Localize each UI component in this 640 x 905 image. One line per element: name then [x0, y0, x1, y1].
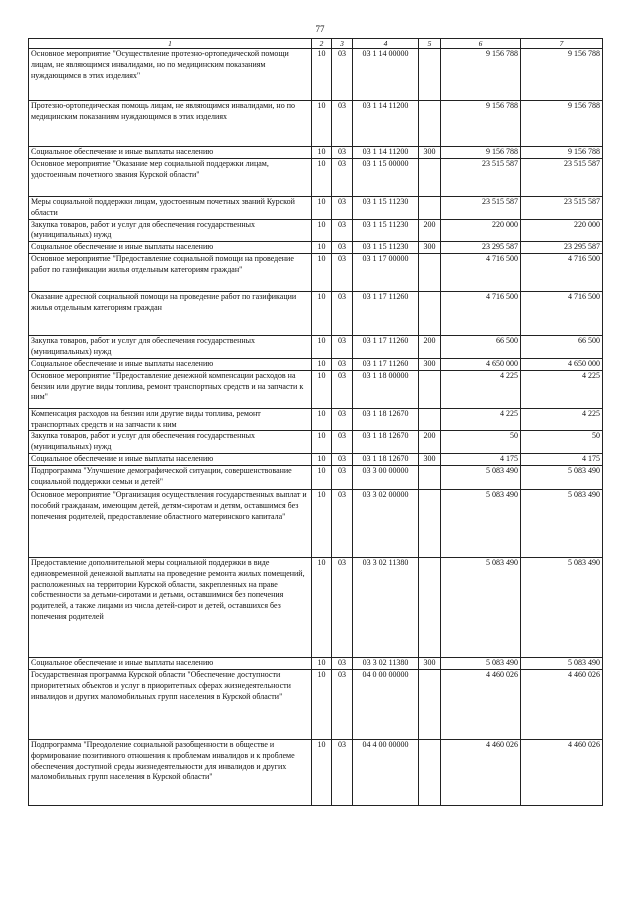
row-expense-type-cell [419, 669, 441, 739]
table-row [29, 292, 603, 336]
row-subsection-cell: 03 [332, 159, 353, 197]
row-expense-type-cell [419, 254, 441, 292]
row-expense-type-cell [419, 465, 441, 489]
row-name-cell: Закупка товаров, работ и услуг для обеспечения государственных (муниципальных) нужд [29, 219, 312, 242]
row-sum-year-2-cell: 23 515 587 [521, 159, 603, 197]
row-name-cell: Меры социальной поддержки лицам, удостоенным почетных званий Курской области [29, 197, 312, 220]
table-row [29, 219, 603, 242]
row-target-article-cell: 04 0 00 00000 [353, 669, 419, 739]
row-section-cell: 10 [312, 657, 332, 669]
row-sum-year-2-cell: 23 295 587 [521, 242, 603, 254]
table-row [29, 147, 603, 159]
row-target-article-cell: 03 1 15 11230 [353, 242, 419, 254]
table-row [29, 159, 603, 197]
row-expense-type-cell [419, 408, 441, 431]
row-expense-type-cell [419, 292, 441, 336]
row-name-cell: Закупка товаров, работ и услуг для обеспечения государственных (муниципальных) нужд [29, 431, 312, 454]
row-section-cell: 10 [312, 101, 332, 147]
row-expense-type-cell: 300 [419, 657, 441, 669]
row-sum-year-2-cell: 4 460 026 [521, 669, 603, 739]
row-name-cell: Закупка товаров, работ и услуг для обеспечения государственных (муниципальных) нужд [29, 336, 312, 359]
col-header-expense-type: 5 [419, 39, 441, 49]
row-name-cell: Социальное обеспечение и иные выплаты населению [29, 453, 312, 465]
row-sum-year-1-cell: 5 083 490 [441, 557, 521, 657]
row-target-article-cell: 03 1 17 11260 [353, 358, 419, 370]
row-subsection-cell: 03 [332, 219, 353, 242]
row-section-cell: 10 [312, 465, 332, 489]
table-row [29, 557, 603, 657]
row-subsection-cell: 03 [332, 101, 353, 147]
row-subsection-cell: 03 [332, 292, 353, 336]
row-target-article-cell: 03 1 17 11260 [353, 292, 419, 336]
row-expense-type-cell [419, 489, 441, 557]
row-sum-year-1-cell: 5 083 490 [441, 657, 521, 669]
row-sum-year-1-cell: 4 225 [441, 370, 521, 408]
row-target-article-cell: 03 1 18 12670 [353, 431, 419, 454]
col-header-name: 1 [29, 39, 312, 49]
row-target-article-cell: 03 3 00 00000 [353, 465, 419, 489]
row-sum-year-1-cell: 66 500 [441, 336, 521, 359]
row-target-article-cell: 03 3 02 11380 [353, 657, 419, 669]
row-name-cell: Подпрограмма "Улучшение демографической ситуации, совершенствование социальной поддержки семьи и детей" [29, 465, 312, 489]
row-section-cell: 10 [312, 147, 332, 159]
row-sum-year-2-cell: 5 083 490 [521, 465, 603, 489]
row-target-article-cell: 03 1 14 11200 [353, 147, 419, 159]
row-section-cell: 10 [312, 242, 332, 254]
row-name-cell: Основное мероприятие "Предоставление социальной помощи на проведение работ по газификации жилья отдельным категориям граждан" [29, 254, 312, 292]
row-subsection-cell: 03 [332, 669, 353, 739]
row-expense-type-cell: 300 [419, 147, 441, 159]
row-sum-year-2-cell: 9 156 788 [521, 49, 603, 101]
row-sum-year-1-cell: 4 650 000 [441, 358, 521, 370]
table-row [29, 657, 603, 669]
row-expense-type-cell [419, 557, 441, 657]
row-section-cell: 10 [312, 254, 332, 292]
row-sum-year-1-cell: 23 515 587 [441, 197, 521, 220]
row-sum-year-2-cell: 5 083 490 [521, 489, 603, 557]
row-subsection-cell: 03 [332, 739, 353, 805]
table-row [29, 431, 603, 454]
row-section-cell: 10 [312, 489, 332, 557]
col-header-sum-year-1: 6 [441, 39, 521, 49]
row-sum-year-2-cell: 50 [521, 431, 603, 454]
row-sum-year-2-cell: 5 083 490 [521, 557, 603, 657]
table-row [29, 358, 603, 370]
row-target-article-cell: 04 4 00 00000 [353, 739, 419, 805]
row-section-cell: 10 [312, 669, 332, 739]
row-section-cell: 10 [312, 431, 332, 454]
table-row [29, 197, 603, 220]
row-sum-year-1-cell: 9 156 788 [441, 49, 521, 101]
row-section-cell: 10 [312, 739, 332, 805]
row-subsection-cell: 03 [332, 358, 353, 370]
table-row [29, 242, 603, 254]
row-name-cell: Подпрограмма "Преодоление социальной разобщенности в обществе и формирование позитивного отношения к проблемам инвалидов и к проблеме обеспечения доступной среды жизнедеятельности для инвалидов и других маломобильных групп населения в Курской области" [29, 739, 312, 805]
row-name-cell: Основное мероприятие "Осуществление протезно-ортопедической помощи лицам, не являющимся инвалидами, но по медицинским показаниям нуждающимся в этих изделиях" [29, 49, 312, 101]
row-expense-type-cell: 200 [419, 431, 441, 454]
row-sum-year-2-cell: 9 156 788 [521, 147, 603, 159]
row-expense-type-cell: 300 [419, 242, 441, 254]
row-expense-type-cell: 200 [419, 219, 441, 242]
row-sum-year-1-cell: 23 515 587 [441, 159, 521, 197]
row-name-cell: Предоставление дополнительной меры социальной поддержки в виде единовременной денежной выплаты на проведение ремонта жилых помещений, расположенных на территории Курской области, закрепленных на праве собственности за детьми-сиротами и детьми, оставшимися без попечения родителей, а также лицами из числа детей-сирот и детей, оставшихся без попечения родителей [29, 557, 312, 657]
row-name-cell: Социальное обеспечение и иные выплаты населению [29, 147, 312, 159]
row-sum-year-1-cell: 5 083 490 [441, 489, 521, 557]
row-name-cell: Оказание адресной социальной помощи на проведение работ по газификации жилья отдельным категориям граждан [29, 292, 312, 336]
row-sum-year-1-cell: 50 [441, 431, 521, 454]
row-expense-type-cell [419, 370, 441, 408]
row-section-cell: 10 [312, 370, 332, 408]
row-subsection-cell: 03 [332, 465, 353, 489]
row-name-cell: Основное мероприятие "Организация осуществления государственных выплат и пособий гражданам, имеющим детей, детям-сиротам и детям, оставшимся без попечения родителей, предоставление областного материнского капитала" [29, 489, 312, 557]
row-name-cell: Протезно-ортопедическая помощь лицам, не являющимся инвалидами, но по медицинским показаниям нуждающимся в этих изделиях [29, 101, 312, 147]
row-sum-year-2-cell: 4 716 500 [521, 292, 603, 336]
row-section-cell: 10 [312, 197, 332, 220]
row-sum-year-2-cell: 66 500 [521, 336, 603, 359]
budget-table [28, 38, 603, 806]
col-header-subsection: 3 [332, 39, 353, 49]
row-subsection-cell: 03 [332, 197, 353, 220]
row-sum-year-2-cell: 5 083 490 [521, 657, 603, 669]
row-sum-year-2-cell: 9 156 788 [521, 101, 603, 147]
row-sum-year-1-cell: 4 460 026 [441, 739, 521, 805]
row-sum-year-2-cell: 4 225 [521, 370, 603, 408]
row-name-cell: Основное мероприятие "Оказание мер социальной поддержки лицам, удостоенным почетного звания Курской области" [29, 159, 312, 197]
row-subsection-cell: 03 [332, 453, 353, 465]
row-name-cell: Государственная программа Курской области "Обеспечение доступности приоритетных объектов и услуг в приоритетных сферах жизнедеятельности инвалидов и других маломобильных групп населения в Курской области" [29, 669, 312, 739]
row-subsection-cell: 03 [332, 370, 353, 408]
row-sum-year-1-cell: 4 716 500 [441, 254, 521, 292]
row-name-cell: Основное мероприятие "Предоставление денежной компенсации расходов на бензин или другие виды топлива, ремонт транспортных средств и на запчасти к ним" [29, 370, 312, 408]
row-sum-year-1-cell: 9 156 788 [441, 147, 521, 159]
col-header-sum-year-2: 7 [521, 39, 603, 49]
row-name-cell: Компенсация расходов на бензин или другие виды топлива, ремонт транспортных средств и на запчасти к ним [29, 408, 312, 431]
table-row [29, 49, 603, 101]
row-sum-year-2-cell: 4 650 000 [521, 358, 603, 370]
row-sum-year-2-cell: 220 000 [521, 219, 603, 242]
row-target-article-cell: 03 1 17 00000 [353, 254, 419, 292]
table-row [29, 336, 603, 359]
row-section-cell: 10 [312, 358, 332, 370]
row-subsection-cell: 03 [332, 147, 353, 159]
row-section-cell: 10 [312, 557, 332, 657]
row-subsection-cell: 03 [332, 254, 353, 292]
row-expense-type-cell: 200 [419, 336, 441, 359]
row-subsection-cell: 03 [332, 657, 353, 669]
row-sum-year-1-cell: 4 716 500 [441, 292, 521, 336]
row-section-cell: 10 [312, 159, 332, 197]
row-sum-year-1-cell: 4 175 [441, 453, 521, 465]
row-sum-year-2-cell: 4 175 [521, 453, 603, 465]
row-expense-type-cell: 300 [419, 358, 441, 370]
table-row [29, 101, 603, 147]
row-section-cell: 10 [312, 408, 332, 431]
row-target-article-cell: 03 1 15 11230 [353, 219, 419, 242]
row-subsection-cell: 03 [332, 336, 353, 359]
row-target-article-cell: 03 1 18 00000 [353, 370, 419, 408]
col-header-target-article: 4 [353, 39, 419, 49]
row-sum-year-1-cell: 220 000 [441, 219, 521, 242]
table-row [29, 669, 603, 739]
row-target-article-cell: 03 1 14 11200 [353, 101, 419, 147]
table-row [29, 453, 603, 465]
row-sum-year-1-cell: 5 083 490 [441, 465, 521, 489]
row-expense-type-cell: 300 [419, 453, 441, 465]
row-target-article-cell: 03 3 02 11380 [353, 557, 419, 657]
row-section-cell: 10 [312, 292, 332, 336]
row-subsection-cell: 03 [332, 489, 353, 557]
row-target-article-cell: 03 1 14 00000 [353, 49, 419, 101]
row-sum-year-1-cell: 23 295 587 [441, 242, 521, 254]
row-sum-year-1-cell: 4 225 [441, 408, 521, 431]
row-expense-type-cell [419, 101, 441, 147]
row-section-cell: 10 [312, 219, 332, 242]
row-sum-year-1-cell: 4 460 026 [441, 669, 521, 739]
row-subsection-cell: 03 [332, 408, 353, 431]
row-target-article-cell: 03 3 02 00000 [353, 489, 419, 557]
row-sum-year-2-cell: 4 460 026 [521, 739, 603, 805]
row-expense-type-cell [419, 197, 441, 220]
row-expense-type-cell [419, 739, 441, 805]
row-expense-type-cell [419, 49, 441, 101]
table-row [29, 739, 603, 805]
row-name-cell: Социальное обеспечение и иные выплаты населению [29, 358, 312, 370]
row-sum-year-2-cell: 4 225 [521, 408, 603, 431]
table-row [29, 489, 603, 557]
row-subsection-cell: 03 [332, 557, 353, 657]
col-header-section: 2 [312, 39, 332, 49]
row-name-cell: Социальное обеспечение и иные выплаты населению [29, 657, 312, 669]
row-section-cell: 10 [312, 336, 332, 359]
row-subsection-cell: 03 [332, 242, 353, 254]
table-row [29, 370, 603, 408]
row-sum-year-2-cell: 4 716 500 [521, 254, 603, 292]
page-number: 77 [315, 24, 325, 34]
row-section-cell: 10 [312, 453, 332, 465]
row-target-article-cell: 03 1 18 12670 [353, 408, 419, 431]
header-row [29, 39, 603, 49]
table-row [29, 254, 603, 292]
table-row [29, 408, 603, 431]
row-sum-year-2-cell: 23 515 587 [521, 197, 603, 220]
row-name-cell: Социальное обеспечение и иные выплаты населению [29, 242, 312, 254]
row-target-article-cell: 03 1 18 12670 [353, 453, 419, 465]
row-subsection-cell: 03 [332, 431, 353, 454]
row-expense-type-cell [419, 159, 441, 197]
row-sum-year-1-cell: 9 156 788 [441, 101, 521, 147]
table-row [29, 465, 603, 489]
row-target-article-cell: 03 1 15 00000 [353, 159, 419, 197]
row-target-article-cell: 03 1 17 11260 [353, 336, 419, 359]
row-section-cell: 10 [312, 49, 332, 101]
row-target-article-cell: 03 1 15 11230 [353, 197, 419, 220]
row-subsection-cell: 03 [332, 49, 353, 101]
